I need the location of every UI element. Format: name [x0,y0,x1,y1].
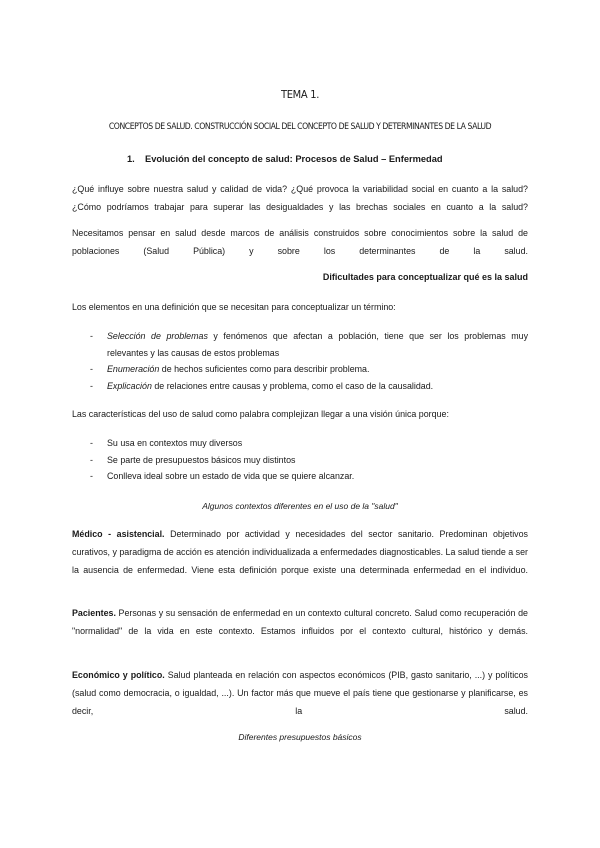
context-medico [72,525,528,597]
list-item-text: Su usa en contextos muy diversos [107,438,243,448]
dash-bullet: - [90,331,93,341]
paragraph-elements-intro: Los elementos en una definición que se necesitan para conceptualizar un término: [72,302,396,312]
dash-bullet: - [90,454,93,465]
list-item [90,328,528,361]
dash-bullet: - [90,471,93,481]
list-item [90,361,528,378]
section-heading [127,154,443,164]
paragraph-questions: ¿Qué influye sobre nuestra salud y calidad de vida? ¿Qué provoca la variabilidad social en cuanto a la salud? ¿Cómo podríamos trabajar para superar las desigualdades y las brechas sociales en cuanto a la salud? [72,184,528,212]
elements-list [90,328,528,394]
dash-bullet: - [90,438,93,448]
context-pacientes [72,604,528,658]
section-heading-text: Evolución del concepto de salud: Procesos de Salud – Enfermedad [145,154,443,164]
dash-bullet: - [90,380,93,391]
section-number: 1. [127,154,135,164]
page-subtitle: CONCEPTOS DE SALUD. CONSTRUCCIÓN SOCIAL DEL CONCEPTO DE SALUD Y DETERMINANTES DE LA SALUD [108,122,492,132]
list-item-text: Se parte de presupuestos básicos muy distintos [107,454,296,465]
subheading-contexts: Algunos contextos diferentes en el uso de la "salud" [202,501,398,511]
dash-bullet: - [90,364,93,374]
list-item-text: y fenómenos que afectan a población, tiene que ser los problemas muy relevantes y las causas de estos problemas [107,331,529,358]
list-item-text: de hechos suficientes como para describir problema. [159,364,370,374]
list-item-text: de relaciones entre causas y problema, como el caso de la causalidad. [151,380,434,391]
context-text: Determinado por actividad y necesidades del sector sanitario. Predominan objetivos curativos, y paradigma de acción es atención individualizada a enfermedades diagnosticables. La salud tiende a ser la ausencia de enfermedad. Viene esta definición porque existe una determinada enfermedad en el individuo. [72,529,528,575]
list-item [90,452,528,469]
subheading-difficulties: Dificultades para conceptualizar qué es la salud [322,272,528,282]
list-item-term: Selección de problemas [107,331,208,341]
list-item [90,468,528,485]
paragraph-characteristics-intro: Las características del uso de salud como palabra complejizan llegar a una visión única porque: [72,409,449,419]
list-item [90,435,528,452]
page-title: TEMA 1. [280,88,320,101]
subheading-presupuestos: Diferentes presupuestos básicos [238,732,362,742]
context-text: Salud planteada en relación con aspectos económicos (PIB, gasto sanitario, ...) y políticos (salud como democracia, o igualdad, ...). Un factor más que mueve el país tiene que gestionarse y planificarse, es decir, la salud. [72,670,528,716]
context-lead: Pacientes. [72,608,116,618]
characteristics-list [90,435,528,485]
paragraph-need: Necesitamos pensar en salud desde marcos de análisis construidos sobre conocimientos sobre la salud de poblaciones (Salud Pública) y sobre los determinantes de la salud. [72,228,528,256]
context-lead: Médico - asistencial. [72,529,165,539]
list-item [90,378,528,395]
list-item-term: Enumeración [107,364,160,374]
context-text: Personas y su sensación de enfermedad en un contexto cultural concreto. Salud como recuperación de "normalidad" de la vida en este contexto. Estamos influidos por el contexto cultural, histórico y demás. [72,608,528,636]
list-item-term: Explicación [107,380,152,391]
list-item-text: Conlleva ideal sobre un estado de vida que se quiere alcanzar. [107,471,355,481]
context-lead: Económico y político. [72,670,165,680]
